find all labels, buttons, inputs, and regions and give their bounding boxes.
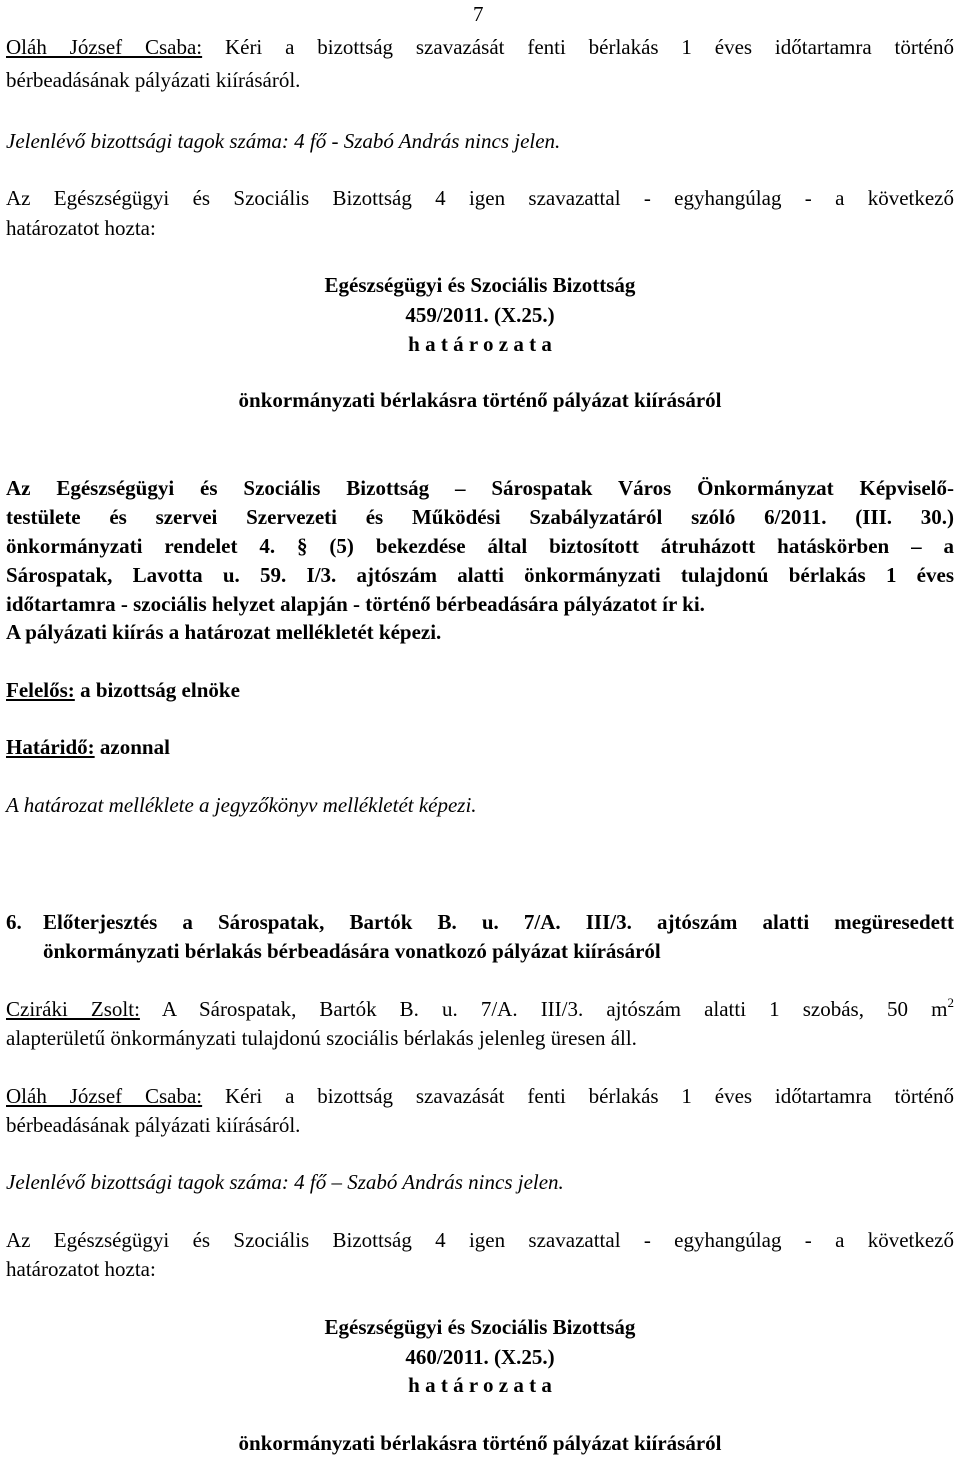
responsible-label: Felelős:	[6, 678, 75, 702]
agenda-item-number: 6.	[6, 910, 22, 934]
vote-text: Az Egészségügyi és Szociális Bizottság 4 igen szavazattal - egyhangúlag - a következő	[6, 186, 954, 210]
resolution-text-line: testülete és szervei Szervezeti és Működési Szabályzatáról szóló 6/2011. (III. 30.)	[6, 505, 954, 529]
deadline-label: Határidő:	[6, 735, 95, 759]
speaker-name: Oláh József Csaba:	[6, 35, 203, 59]
speech-text: Kéri a bizottság szavazását fenti bérlakás 1 éves időtartamra történő	[224, 1084, 954, 1108]
speech-text: Kéri a bizottság szavazását fenti bérlakás 1 éves időtartamra történő	[224, 35, 954, 59]
responsible-value: a bizottság elnöke	[80, 678, 240, 702]
agenda-item-title: Előterjesztés a Sárospatak, Bartók B. u. 7/A. III/3. ajtószám alatti megüresedett	[43, 910, 954, 934]
speech-text: A Sárospatak, Bartók B. u. 7/A. III/3. ajtószám alatti 1 szobás, 50 m	[161, 997, 948, 1021]
speech-line	[6, 1084, 954, 1108]
speech-line: bérbeadásának pályázati kiírásáról.	[6, 68, 301, 92]
speaker-name: Cziráki Zsolt:	[6, 997, 140, 1021]
attendance-note: Jelenlévő bizottsági tagok száma: 4 fő - Szabó András nincs jelen.	[6, 129, 561, 153]
vote-text: határozatot hozta:	[6, 1257, 156, 1281]
speech-line: alapterületű önkormányzati tulajdonú szociális bérlakás jelenleg üresen áll.	[6, 1026, 637, 1050]
resolution-body: Egészségügyi és Szociális Bizottság	[324, 1315, 636, 1339]
vote-text: határozatot hozta:	[6, 216, 156, 240]
deadline-value: azonnal	[99, 735, 170, 759]
resolution-body: Egészségügyi és Szociális Bizottság	[324, 273, 636, 297]
page-number: 7	[473, 2, 484, 26]
speech-line	[6, 997, 954, 1021]
resolution-subject: önkormányzati bérlakásra történő pályázat kiírásáról	[238, 1431, 722, 1455]
attendance-note: Jelenlévő bizottsági tagok száma: 4 fő – Szabó András nincs jelen.	[6, 1170, 564, 1194]
vote-text: Az Egészségügyi és Szociális Bizottság 4 igen szavazattal - egyhangúlag - a következő	[6, 1228, 954, 1252]
speech-line: bérbeadásának pályázati kiírásáról.	[6, 1113, 301, 1137]
deadline-line	[6, 735, 954, 759]
annex-note: A határozat melléklete a jegyzőkönyv mellékletét képezi.	[6, 793, 477, 817]
resolution-label: h a t á r o z a t a	[408, 1373, 552, 1397]
resolution-text-line: Sárospatak, Lavotta u. 59. I/3. ajtószám alatti önkormányzati tulajdonú bérlakás 1 éves	[6, 563, 954, 587]
resolution-text-line: időtartamra - szociális helyzet alapján - történő bérbeadására pályázatot ír ki.	[6, 592, 705, 616]
resolution-text-line: Az Egészségügyi és Szociális Bizottság – Sárospatak Város Önkormányzat Képviselő-	[6, 476, 954, 500]
speech-line	[6, 35, 954, 59]
resolution-number: 459/2011. (X.25.)	[405, 303, 555, 327]
agenda-item-title-line1	[6, 910, 954, 934]
superscript-two: 2	[947, 995, 954, 1010]
responsible-line	[6, 678, 954, 702]
speaker-name: Oláh József Csaba:	[6, 1084, 203, 1108]
agenda-item-heading	[6, 910, 954, 963]
resolution-text-line: A pályázati kiírás a határozat mellékletét képezi.	[6, 620, 442, 644]
agenda-item-title-line2: önkormányzati bérlakás bérbeadására vonatkozó pályázat kiírásáról	[43, 939, 661, 963]
resolution-text-line: önkormányzati rendelet 4. § (5) bekezdése által biztosított átruházott hatáskörben – a	[6, 534, 954, 558]
resolution-subject: önkormányzati bérlakásra történő pályázat kiírásáról	[238, 388, 722, 412]
resolution-label: h a t á r o z a t a	[408, 332, 552, 356]
resolution-number: 460/2011. (X.25.)	[405, 1345, 555, 1369]
